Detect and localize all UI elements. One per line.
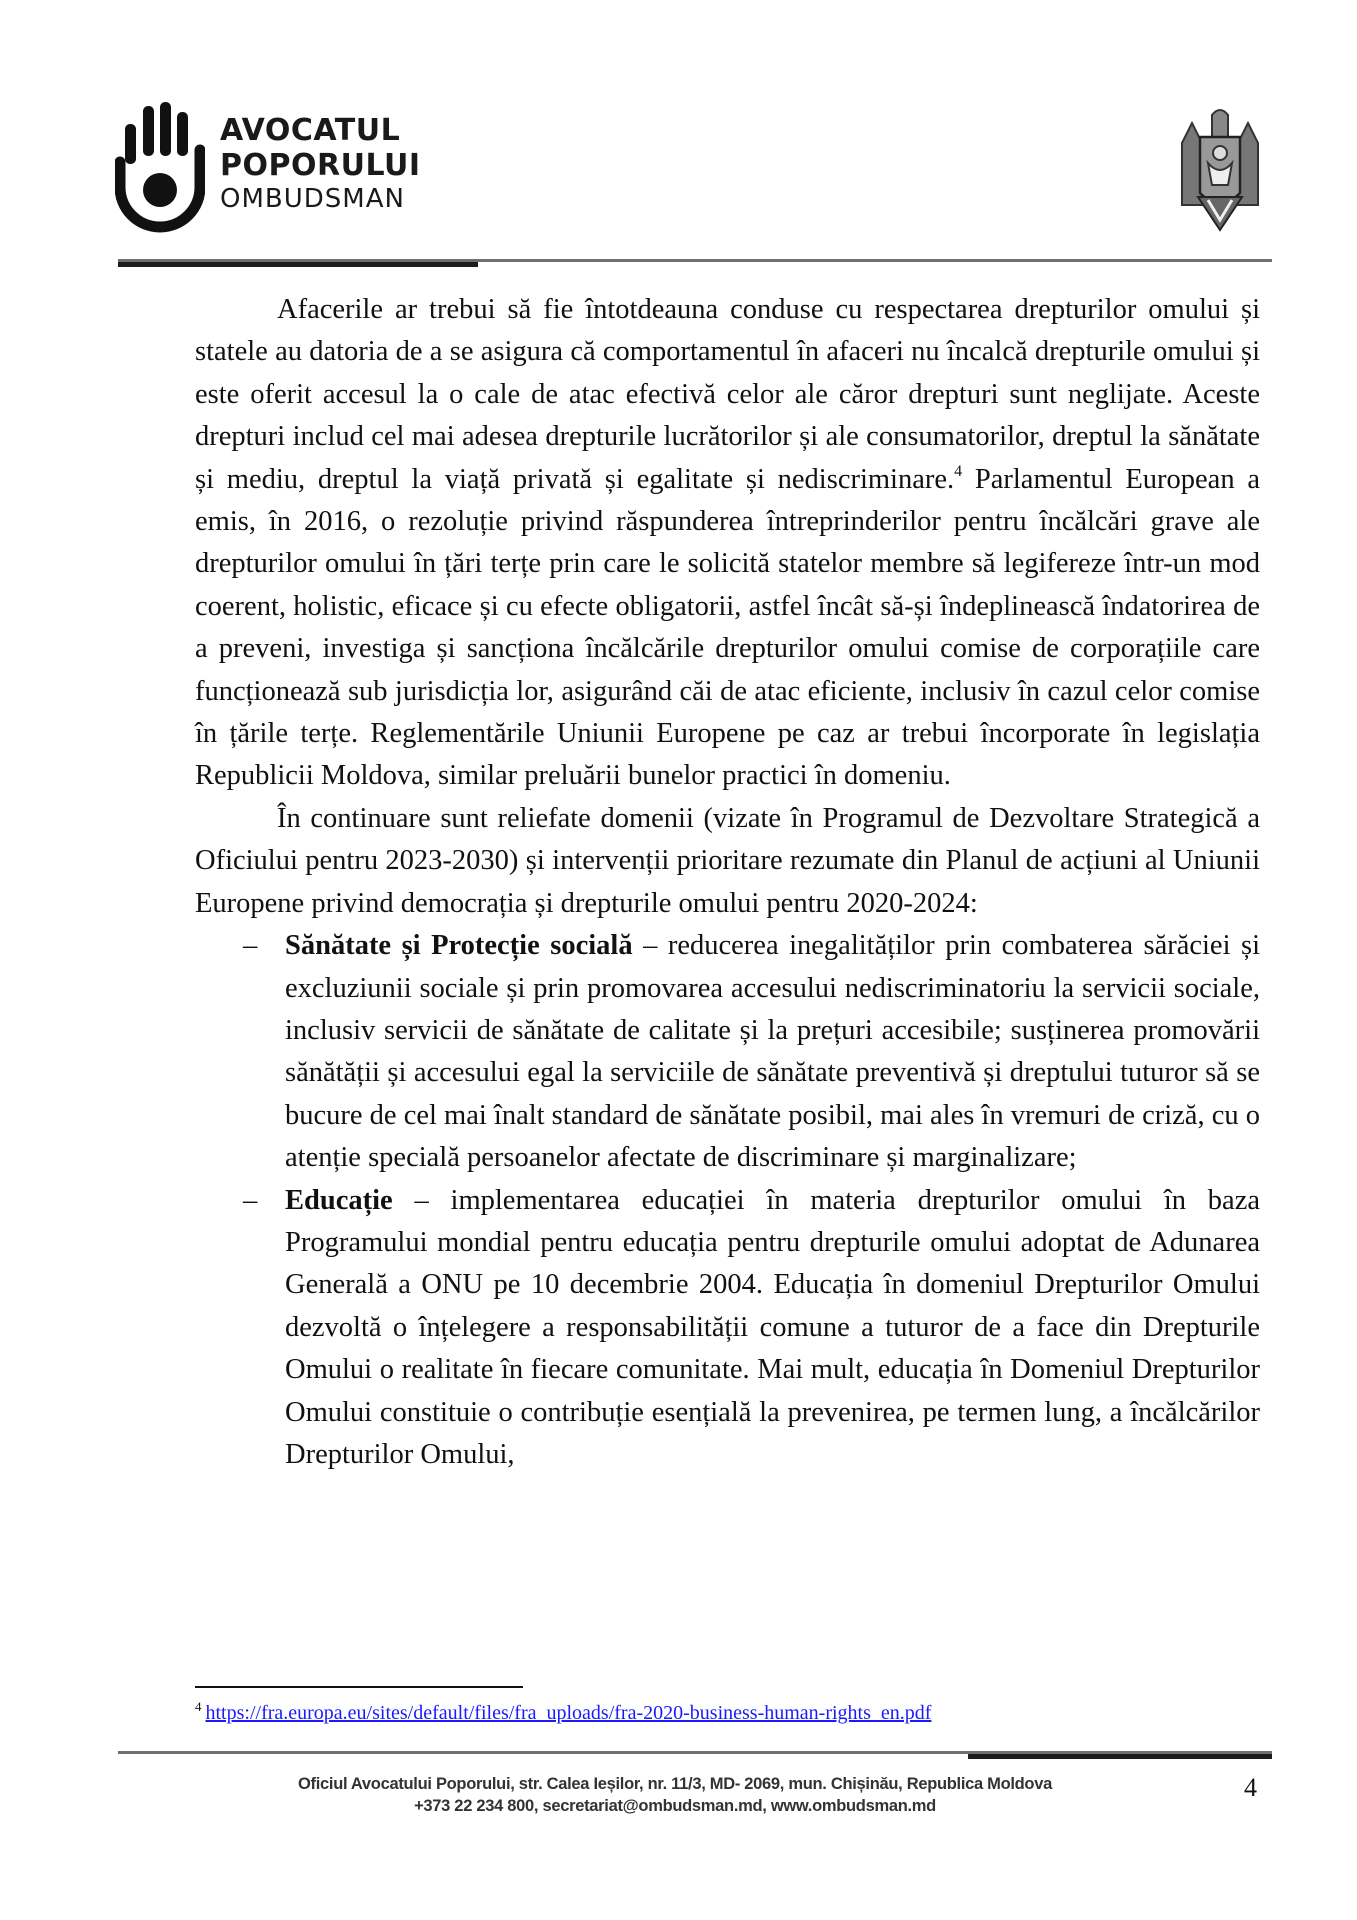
paragraph-business-human-rights: Afacerile ar trebui să fie întotdeauna conduse cu respectarea drepturilor omului și statele au datoria de a se asigura că comportamentul în afaceri nu încalcă drepturile omului și este oferit accesul la o cale de atac efectivă celor ale căror drepturi sunt neglijate. Aceste drepturi includ cel mai adesea drepturile lucrătorilor și ale consumatorilor, dreptul la sănătate și mediu, dreptul la viață privată și egalitate și nediscriminare.$^4$ Parlamentul European a emis, în 2016, o rezoluție privind răspunderea întreprinderilor pentru încălcări grave ale drepturilor omului în țări terțe prin care le solicită statelor membre să legifereze într-un mod coerent, holistic, eficace și cu efecte obligatorii, astfel încât să-și îndeplinească îndatorirea de a preveni, investiga și sancționa încălcările drepturilor omului comise de corporațiile care funcționează sub jurisdicția lor, asigurând căi de atac eficiente, inclusiv în cazul celor comise în țările terțe. Reglementările Uniunii Europene pe caz ar trebui încorporate în legislația Republicii Moldova, similar preluării bunelor practici în domeniu.: [195, 294, 1260, 792]
logo-text: [220, 113, 421, 214]
moldova-coat-of-arms-icon: [1170, 105, 1270, 235]
footer-contacts: +373 22 234 800, secretariat@ombudsman.md, www.ombudsman.md: [414, 1797, 936, 1815]
document-body: [195, 289, 1260, 1476]
footnote-reference[interactable]: 4: [954, 462, 963, 480]
list-item: [195, 925, 1260, 1179]
list-item-title: Educație: [285, 1184, 393, 1216]
list-item-text: – reducerea inegalităților prin combaterea sărăciei și excluziunii sociale și prin promovarea accesului nediscriminatoriu la servicii sociale, inclusiv servicii de sănătate de calitate și la prețuri accesibile; susținerea promovării sănătății și accesului egal la serviciile de sănătate preventivă și dreptului tuturor să se bucure de cel mai înalt standard de sănătate posibil, mai ales în vremuri de criză, cu o atenție specială persoanelor afectate de discriminare și marginalizare;: [285, 930, 1261, 1174]
footer-contact: [200, 1773, 1150, 1817]
header-rule-thick: [118, 262, 478, 267]
priority-domains-list: [195, 925, 1260, 1476]
list-item: [195, 1180, 1260, 1477]
paragraph-intro-domains: În continuare sunt reliefate domenii (vizate în Programul de Dezvoltare Strategică a Oficiului pentru 2023-2030) și intervenții prioritare rezumate din Planul de acțiuni al Uniunii Europene privind democrația și drepturile omului pentru 2020-2024:: [195, 802, 1260, 919]
dash-bullet: –: [243, 930, 258, 962]
footnote-separator: [195, 1686, 523, 1688]
logo-line-2: POPORULUI: [220, 148, 421, 183]
footnote-number: 4: [195, 1699, 202, 1714]
logo-line-3: OMBUDSMAN: [220, 184, 405, 214]
footnote-link[interactable]: https://fra.europa.eu/sites/default/files/fra_uploads/fra-2020-business-human-rights_en.pdf: [205, 1702, 932, 1724]
list-item-title: Sănătate și Protecție socială: [285, 930, 633, 962]
list-item-text: – implementarea educației în materia drepturilor omului în baza Programului mondial pentru educația pentru drepturile omului adoptat de Adunarea Generală a ONU pe 10 decembrie 2004. Educația în domeniul Drepturilor Omului dezvoltă o înțelegere a responsabilității comune a tuturor de a face din Drepturile Omului o realitate în fiecare comunitate. Mai mult, educația în Domeniul Drepturilor Omului constituie o contribuție esențială la prevenirea, pe termen lung, a încălcărilor Drepturilor Omului,: [285, 1184, 1260, 1470]
footer-rule-thick: [968, 1754, 1272, 1759]
ombudsman-logo: [115, 102, 425, 232]
logo-line-1: AVOCATUL: [220, 113, 401, 148]
footnote: [195, 1699, 931, 1725]
dash-bullet: –: [243, 1184, 258, 1216]
raised-hand-icon: [115, 102, 205, 234]
page-number: 4: [1244, 1773, 1257, 1802]
footer-address: Oficiul Avocatului Poporului, str. Calea Ieșilor, nr. 11/3, MD- 2069, mun. Chișinău, Republica Moldova: [298, 1775, 1052, 1793]
